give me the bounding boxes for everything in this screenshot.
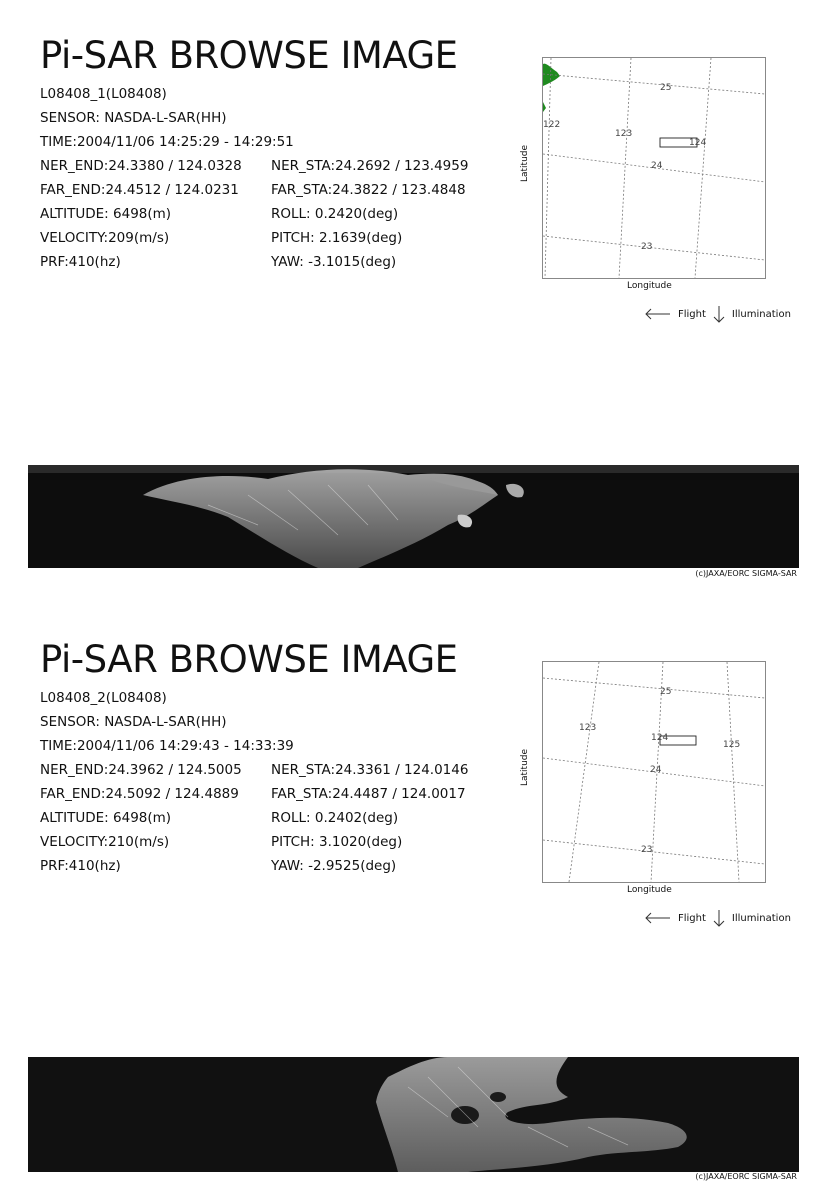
grid-label: 25 [660,687,672,697]
pitch: PITCH: 3.1020(deg) [271,834,403,850]
grid-label: 124 [651,733,669,743]
velocity: VELOCITY:209(m/s) [40,230,170,246]
near-start: NER_STA:24.2692 / 123.4959 [271,158,469,174]
illumination-arrow-icon [712,305,726,323]
near-end: NER_END:24.3962 / 124.5005 [40,762,242,778]
page-title: Pi-SAR BROWSE IMAGE [40,34,458,77]
location-map [542,57,766,279]
grid-label: 123 [579,723,597,733]
grid-label: 125 [723,740,741,750]
flight-arrow-icon [644,308,672,320]
roll: ROLL: 0.2420(deg) [271,206,399,222]
info-left [40,82,294,274]
lake-shape [451,1106,479,1124]
info-right [271,758,468,878]
near-end: NER_END:24.3380 / 124.0328 [40,158,242,174]
sar-image [28,1057,799,1172]
scene-id: L08408_1(L08408) [40,86,167,102]
lon-line [695,58,711,278]
lon-line [569,662,599,882]
grid-label: 24 [650,765,662,775]
scene-id: L08408_2(L08408) [40,690,167,706]
yaw: YAW: -2.9525(deg) [271,858,397,874]
prf: PRF:410(hz) [40,254,121,270]
location-map [542,661,766,883]
land-shape [543,102,546,112]
lon-line [727,662,739,882]
page-title: Pi-SAR BROWSE IMAGE [40,638,458,681]
time-range: TIME:2004/11/06 14:29:43 - 14:33:39 [40,738,294,754]
lon-line [619,58,631,278]
latitude-label: Latitude [520,144,530,182]
flight-label: Flight [678,308,706,320]
direction-legend [644,909,797,927]
map-grid [543,58,765,278]
altitude: ALTITUDE: 6498(m) [40,810,172,826]
far-end: FAR_END:24.5092 / 124.4889 [40,786,239,802]
lon-line [545,58,551,278]
longitude-label: Longitude [627,885,672,895]
far-start: FAR_STA:24.4487 / 124.0017 [271,786,466,802]
grid-label: 124 [689,138,707,148]
yaw: YAW: -3.1015(deg) [271,254,397,270]
browse-panel-1 [0,0,822,590]
grid-label: 23 [641,242,653,252]
far-start: FAR_STA:24.3822 / 123.4848 [271,182,466,198]
sar-image [28,465,799,568]
lat-line [543,678,765,698]
longitude-label: Longitude [627,281,672,291]
lat-line [543,74,765,94]
illumination-arrow-icon [712,909,726,927]
roll: ROLL: 0.2402(deg) [271,810,399,826]
grid-label: 122 [543,120,561,130]
prf: PRF:410(hz) [40,858,121,874]
pitch: PITCH: 2.1639(deg) [271,230,403,246]
info-left [40,686,294,878]
grid-label: 123 [615,129,633,139]
sensor: SENSOR: NASDA-L-SAR(HH) [40,110,227,126]
illumination-label: Illumination [731,308,791,320]
illumination-label: Illumination [731,912,791,924]
sar-terrain [28,465,799,568]
far-end: FAR_END:24.4512 / 124.0231 [40,182,239,198]
direction-legend [644,305,797,323]
lake-shape [490,1092,506,1102]
info-right [271,154,468,274]
lat-line [543,236,765,260]
altitude: ALTITUDE: 6498(m) [40,206,172,222]
browse-panel-2 [0,604,822,1194]
lat-line [543,840,765,864]
copyright: (c)JAXA/EORC SIGMA-SAR [695,1172,797,1181]
velocity: VELOCITY:210(m/s) [40,834,170,850]
flight-arrow-icon [644,912,672,924]
time-range: TIME:2004/11/06 14:25:29 - 14:29:51 [40,134,294,150]
sar-terrain [28,1057,799,1172]
flight-label: Flight [678,912,706,924]
grid-label: 23 [641,845,653,855]
grid-label: 24 [651,161,663,171]
map-grid [543,662,765,882]
grid-label: 25 [660,83,672,93]
copyright: (c)JAXA/EORC SIGMA-SAR [695,569,797,578]
latitude-label: Latitude [520,748,530,786]
sensor: SENSOR: NASDA-L-SAR(HH) [40,714,227,730]
near-start: NER_STA:24.3361 / 124.0146 [271,762,469,778]
